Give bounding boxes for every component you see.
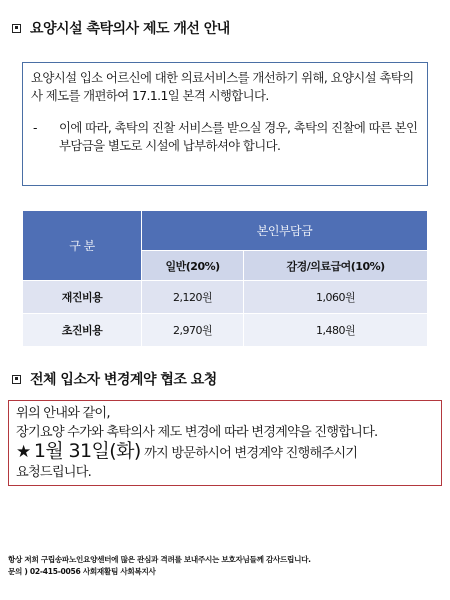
request-line-3-rest: 까지 방문하시어 변경계약 진행해주시기 [144, 446, 358, 461]
dash-bullet-mark: - [33, 120, 37, 135]
request-line-3 [16, 442, 434, 463]
cell-reduced: 1,060원 [244, 281, 428, 314]
row-label: 재진비용 [23, 281, 142, 314]
request-box [8, 400, 442, 486]
row-label: 초진비용 [23, 314, 142, 347]
footer [8, 554, 448, 578]
footer-contact: 문의 ) 02-415-0056 사회재활팀 사회복지사 [8, 567, 156, 576]
cell-reduced: 1,480원 [244, 314, 428, 347]
cell-general: 2,120원 [142, 281, 244, 314]
section-title-text: 요양시설 촉탁의사 제도 개선 안내 [30, 21, 230, 37]
section-title-contract [12, 369, 217, 389]
footer-thanks: 항상 저희 구립송파노인요양센터에 많은 관심과 격려를 보내주시는 보호자님들께 감사드립니다. [8, 555, 311, 564]
notice-bullet [31, 119, 419, 155]
table-header-category: 구 분 [23, 211, 142, 281]
square-bullet-icon [12, 375, 21, 384]
request-line-2: 장기요양 수가와 촉탁의사 제도 변경에 따라 변경계약을 진행합니다. [16, 425, 378, 440]
copay-table [22, 210, 428, 347]
notice-box [22, 62, 428, 186]
star-icon: ★ [16, 442, 31, 462]
request-line-1: 위의 안내와 같이, [16, 406, 110, 421]
table-column-general: 일반(20%) [142, 251, 244, 281]
section-title-text: 전체 입소자 변경계약 협조 요청 [30, 372, 217, 388]
table-header-copay: 본인부담금 [142, 211, 428, 251]
request-line-4: 요청드립니다. [16, 465, 92, 480]
deadline-date: 1월 31일(화) [33, 440, 141, 462]
table-row [23, 314, 428, 347]
notice-bullet-text: 이에 따라, 촉탁의 진찰 서비스를 받으실 경우, 촉탁의 진찰에 따른 본인부담금을 별도로 시설에 납부하셔야 합니다. [59, 120, 418, 153]
notice-paragraph: 요양시설 입소 어르신에 대한 의료서비스를 개선하기 위해, 요양시설 촉탁의사 제도를 개편하여 17.1.1일 본격 시행합니다. [31, 70, 414, 103]
table-column-reduced: 감경/의료급여(10%) [244, 251, 428, 281]
cell-general: 2,970원 [142, 314, 244, 347]
table-row [23, 281, 428, 314]
section-title-improvement [12, 18, 230, 38]
square-bullet-icon [12, 24, 21, 33]
